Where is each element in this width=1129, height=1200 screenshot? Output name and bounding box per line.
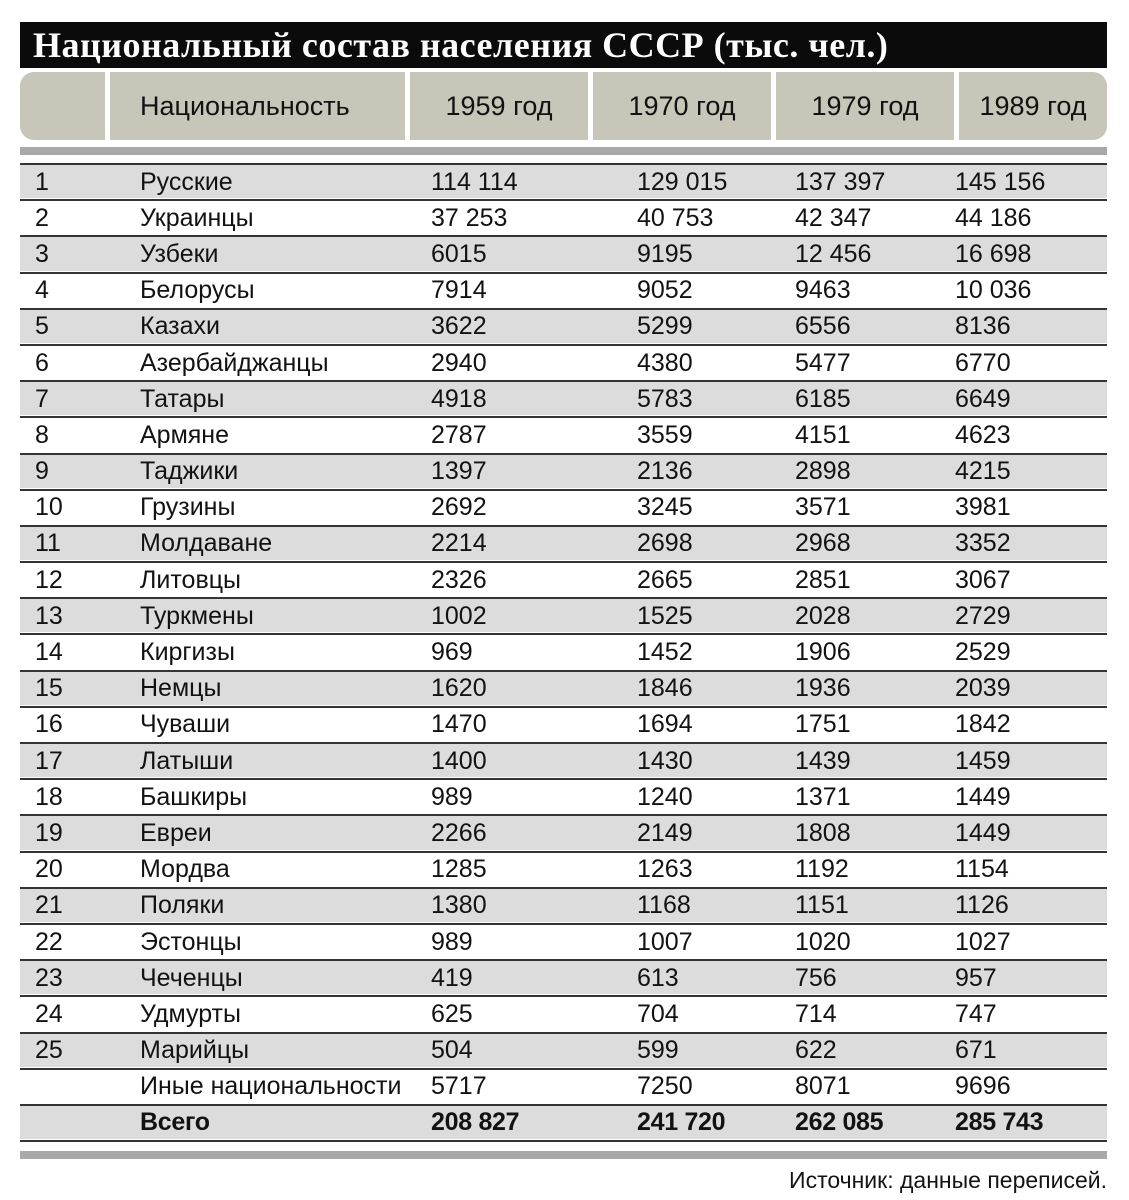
table-row [20, 1070, 1107, 1106]
header-cell-1989 [959, 72, 1107, 140]
nationality-cell: Туркмены [140, 601, 254, 630]
row-number-cell: 21 [35, 891, 63, 920]
table-row [20, 816, 1107, 852]
value-1959-cell: 2692 [431, 493, 487, 522]
table-row [20, 165, 1107, 201]
value-1989-cell: 2529 [955, 638, 1011, 667]
value-1989-cell: 2039 [955, 674, 1011, 703]
table-row [20, 925, 1107, 961]
row-number-cell: 2 [35, 203, 49, 232]
value-1979-cell: 714 [795, 999, 837, 1028]
row-number-cell: 7 [35, 384, 49, 413]
value-1979-cell: 2968 [795, 529, 851, 558]
value-1989-cell: 6770 [955, 348, 1011, 377]
value-1970-cell: 129 015 [637, 167, 728, 196]
value-1970-cell: 1430 [637, 746, 693, 775]
table-row [20, 201, 1107, 237]
value-1970-cell: 40 753 [637, 203, 714, 232]
table-row [20, 599, 1107, 635]
table-row [20, 961, 1107, 997]
value-1979-cell: 6556 [795, 312, 851, 341]
value-1979-cell: 2028 [795, 601, 851, 630]
value-1979-cell: 1751 [795, 710, 851, 739]
value-1979-cell: 6185 [795, 384, 851, 413]
value-1959-cell: 2214 [431, 529, 487, 558]
header-cell-1979 [776, 72, 954, 140]
nationality-cell: Иные национальности [140, 1072, 402, 1101]
value-1970-cell: 1007 [637, 927, 693, 956]
table-row [20, 853, 1107, 889]
header-year-1989: 1989 год [979, 90, 1087, 121]
value-1970-cell: 9052 [637, 276, 693, 305]
nationality-cell: Татары [140, 384, 225, 413]
nationality-cell: Башкиры [140, 782, 248, 811]
value-1979-cell: 4151 [795, 420, 851, 449]
total-label-cell: Всего [140, 1108, 210, 1137]
value-1970-cell: 599 [637, 1036, 679, 1065]
value-1959-cell: 5717 [431, 1072, 487, 1101]
header-year-1979: 1979 год [811, 90, 919, 121]
row-number-cell: 18 [35, 782, 63, 811]
value-1959-cell: 625 [431, 999, 473, 1028]
row-number-cell: 13 [35, 601, 63, 630]
value-1959-cell: 1002 [431, 601, 487, 630]
page-title: Национальный состав населения СССР (тыс. чел.) [33, 25, 889, 65]
nationality-cell: Эстонцы [140, 927, 242, 956]
table-row [20, 418, 1107, 454]
value-1970-cell: 4380 [637, 348, 693, 377]
value-1979-cell: 137 397 [795, 167, 886, 196]
value-1979-cell: 1371 [795, 782, 851, 811]
value-1970-cell: 5299 [637, 312, 693, 341]
row-number-cell: 5 [35, 312, 49, 341]
nationality-cell: Грузины [140, 493, 236, 522]
table-row [20, 310, 1107, 346]
value-1959-cell: 419 [431, 963, 473, 992]
value-1970-cell: 704 [637, 999, 679, 1028]
value-1970-cell: 3559 [637, 420, 693, 449]
content [20, 22, 1107, 1194]
value-1959-cell: 1285 [431, 855, 487, 884]
value-1959-cell: 1620 [431, 674, 487, 703]
row-number-cell: 22 [35, 927, 63, 956]
value-1979-cell: 1151 [795, 891, 849, 920]
value-1989-cell: 285 743 [955, 1108, 1044, 1137]
value-1989-cell: 145 156 [955, 167, 1046, 196]
value-1979-cell: 1808 [795, 818, 851, 847]
value-1979-cell: 42 347 [795, 203, 872, 232]
value-1989-cell: 16 698 [955, 239, 1032, 268]
value-1959-cell: 2326 [431, 565, 487, 594]
table-row [20, 563, 1107, 599]
table-row [20, 635, 1107, 671]
value-1970-cell: 1525 [637, 601, 693, 630]
row-number-cell: 16 [35, 710, 63, 739]
separator-bar-bottom [20, 1151, 1107, 1159]
row-number-cell: 24 [35, 999, 63, 1028]
nationality-cell: Латыши [140, 746, 234, 775]
value-1970-cell: 2698 [637, 529, 693, 558]
value-1989-cell: 1449 [955, 782, 1011, 811]
value-1970-cell: 2149 [637, 818, 693, 847]
row-number-cell: 1 [35, 167, 49, 196]
table-row [20, 346, 1107, 382]
value-1959-cell: 114 114 [431, 167, 518, 196]
data-table [20, 163, 1107, 1142]
value-1959-cell: 989 [431, 927, 473, 956]
nationality-cell: Азербайджанцы [140, 348, 329, 377]
value-1959-cell: 1470 [431, 710, 487, 739]
value-1959-cell: 504 [431, 1036, 473, 1065]
header-cell-1959 [410, 72, 588, 140]
nationality-cell: Таджики [140, 457, 239, 486]
value-1970-cell: 9195 [637, 239, 693, 268]
value-1979-cell: 1439 [795, 746, 851, 775]
row-number-cell: 20 [35, 855, 63, 884]
value-1979-cell: 12 456 [795, 239, 872, 268]
header-cell-1970 [593, 72, 771, 140]
value-1959-cell: 969 [431, 638, 473, 667]
value-1979-cell: 622 [795, 1036, 837, 1065]
value-1989-cell: 2729 [955, 601, 1011, 630]
row-number-cell: 3 [35, 239, 49, 268]
nationality-cell: Казахи [140, 312, 221, 341]
nationality-cell: Узбеки [140, 239, 219, 268]
table-row [20, 237, 1107, 273]
value-1959-cell: 1397 [431, 457, 487, 486]
table-row [20, 672, 1107, 708]
value-1970-cell: 613 [637, 963, 679, 992]
value-1989-cell: 4215 [955, 457, 1011, 486]
value-1989-cell: 6649 [955, 384, 1011, 413]
header-nationality-label: Национальность [140, 90, 350, 121]
value-1959-cell: 2266 [431, 818, 487, 847]
value-1989-cell: 957 [955, 963, 997, 992]
value-1989-cell: 4623 [955, 420, 1011, 449]
table-row [20, 527, 1107, 563]
row-number-cell: 17 [35, 746, 63, 775]
value-1989-cell: 8136 [955, 312, 1011, 341]
table-row [20, 744, 1107, 780]
row-number-cell: 19 [35, 818, 63, 847]
nationality-cell: Марийцы [140, 1036, 250, 1065]
value-1970-cell: 1240 [637, 782, 693, 811]
table-row [20, 382, 1107, 418]
value-1979-cell: 2898 [795, 457, 851, 486]
nationality-cell: Мордва [140, 855, 230, 884]
value-1989-cell: 1459 [955, 746, 1011, 775]
header-year-1959: 1959 год [445, 90, 553, 121]
value-1970-cell: 1263 [637, 855, 693, 884]
table-row [20, 708, 1107, 744]
value-1989-cell: 10 036 [955, 276, 1032, 305]
value-1979-cell: 9463 [795, 276, 851, 305]
nationality-cell: Молдаване [140, 529, 273, 558]
row-number-cell: 14 [35, 638, 63, 667]
title-bar [20, 22, 1107, 68]
row-number-cell: 11 [35, 529, 61, 558]
value-1979-cell: 1906 [795, 638, 851, 667]
nationality-cell: Чуваши [140, 710, 231, 739]
value-1989-cell: 9696 [955, 1072, 1011, 1101]
nationality-cell: Литовцы [140, 565, 242, 594]
value-1989-cell: 44 186 [955, 203, 1032, 232]
value-1959-cell: 6015 [431, 239, 487, 268]
value-1989-cell: 1842 [955, 710, 1011, 739]
row-number-cell: 4 [35, 276, 49, 305]
value-1979-cell: 1020 [795, 927, 851, 956]
value-1970-cell: 241 720 [637, 1108, 726, 1137]
value-1970-cell: 1452 [637, 638, 693, 667]
table-row [20, 491, 1107, 527]
nationality-cell: Армяне [140, 420, 230, 449]
row-number-cell: 10 [35, 493, 63, 522]
table-row [20, 1034, 1107, 1070]
nationality-cell: Поляки [140, 891, 225, 920]
value-1979-cell: 1936 [795, 674, 851, 703]
value-1989-cell: 3352 [955, 529, 1011, 558]
value-1959-cell: 7914 [431, 276, 487, 305]
value-1959-cell: 2787 [431, 420, 487, 449]
header-year-1970: 1970 год [628, 90, 736, 121]
value-1979-cell: 8071 [795, 1072, 851, 1101]
table-header [20, 72, 1107, 140]
nationality-cell: Евреи [140, 818, 212, 847]
nationality-cell: Русские [140, 167, 233, 196]
value-1979-cell: 756 [795, 963, 837, 992]
value-1959-cell: 3622 [431, 312, 487, 341]
value-1959-cell: 37 253 [431, 203, 508, 232]
value-1970-cell: 3245 [637, 493, 693, 522]
row-number-cell: 25 [35, 1036, 63, 1065]
row-number-cell: 9 [35, 457, 49, 486]
value-1959-cell: 1380 [431, 891, 487, 920]
value-1959-cell: 4918 [431, 384, 487, 413]
nationality-cell: Немцы [140, 674, 222, 703]
nationality-cell: Киргизы [140, 638, 235, 667]
table-row [20, 997, 1107, 1033]
value-1959-cell: 208 827 [431, 1108, 520, 1137]
value-1979-cell: 262 085 [795, 1108, 884, 1137]
row-number-cell: 6 [35, 348, 49, 377]
value-1979-cell: 5477 [795, 348, 851, 377]
nationality-cell: Белорусы [140, 276, 255, 305]
value-1989-cell: 1126 [955, 891, 1009, 920]
value-1970-cell: 7250 [637, 1072, 693, 1101]
row-number-cell: 8 [35, 420, 49, 449]
value-1970-cell: 2665 [637, 565, 693, 594]
header-cell-nationality [110, 72, 405, 140]
value-1970-cell: 5783 [637, 384, 693, 413]
value-1989-cell: 1449 [955, 818, 1011, 847]
value-1989-cell: 3981 [955, 493, 1011, 522]
value-1989-cell: 671 [955, 1036, 997, 1065]
value-1989-cell: 1154 [955, 855, 1009, 884]
value-1979-cell: 1192 [795, 855, 849, 884]
row-number-cell: 12 [35, 565, 63, 594]
source-note: Источник: данные переписей. [789, 1167, 1107, 1194]
total-row [20, 1106, 1107, 1142]
table-row [20, 889, 1107, 925]
value-1989-cell: 747 [955, 999, 997, 1028]
nationality-cell: Чеченцы [140, 963, 243, 992]
value-1979-cell: 2851 [795, 565, 851, 594]
nationality-cell: Украинцы [140, 203, 254, 232]
value-1959-cell: 989 [431, 782, 473, 811]
nationality-cell: Удмурты [140, 999, 241, 1028]
value-1959-cell: 2940 [431, 348, 487, 377]
row-number-cell: 15 [35, 674, 63, 703]
value-1970-cell: 2136 [637, 457, 693, 486]
table-row [20, 274, 1107, 310]
table-row [20, 780, 1107, 816]
value-1970-cell: 1168 [637, 891, 691, 920]
header-cell-number [20, 72, 105, 140]
value-1970-cell: 1846 [637, 674, 693, 703]
value-1989-cell: 1027 [955, 927, 1011, 956]
value-1959-cell: 1400 [431, 746, 487, 775]
value-1979-cell: 3571 [795, 493, 851, 522]
table-row [20, 455, 1107, 491]
value-1989-cell: 3067 [955, 565, 1011, 594]
separator-bar-top [20, 147, 1107, 155]
value-1970-cell: 1694 [637, 710, 693, 739]
row-number-cell: 23 [35, 963, 63, 992]
